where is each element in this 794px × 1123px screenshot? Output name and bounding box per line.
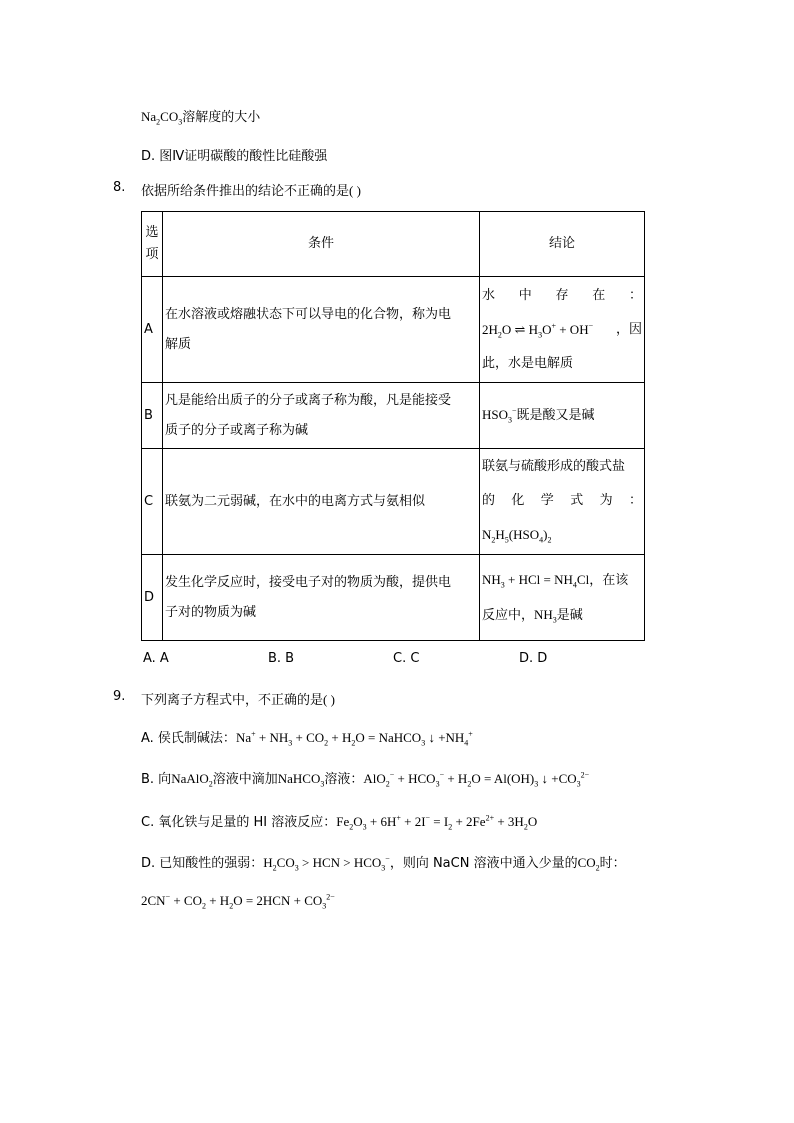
formula-nahco3: NaHCO$_3$ — [277, 771, 325, 789]
formula-b: $AlO_2^- + HCO_3^- + H_2O = Al(OH)_3$ ↓ $+CO_3^{2-}$ — [363, 770, 590, 789]
q9-b-label: B. 向 — [141, 772, 172, 787]
table-row — [142, 555, 645, 641]
row-a-cond-line2: 解质 — [165, 336, 192, 352]
q9-stem-text: 下列离子方程式中，不正确的是 — [141, 693, 324, 708]
q9-number: 9. — [113, 689, 126, 704]
row-c-conclusion — [480, 449, 645, 555]
q9-stem — [141, 689, 335, 708]
header-condition: 条件 — [163, 212, 480, 277]
row-a-option: A — [142, 277, 163, 383]
q9-c-label: C. 氧化铁与足量的 HI 溶液反应： — [141, 815, 337, 830]
row-d-option: D — [142, 555, 163, 641]
formula-na2co3: $Na_2CO_3$ — [141, 109, 183, 127]
row-b-option: B — [142, 383, 163, 449]
q9-option-d[interactable] — [141, 852, 626, 871]
row-b-conc-text: 既是酸又是碱 — [516, 408, 595, 423]
row-d-conc-pre: 反应中， — [482, 607, 535, 623]
q8-stem-text: 依据所给条件推出的结论不正确的是 — [141, 184, 350, 199]
q9-b-mid1: 溶液中滴加 — [212, 772, 278, 787]
formula-c: $Fe_2O_3 + 6H^+ + 2I^- = I_2 + 2Fe^{2+} + 3H_2O$ — [336, 813, 538, 832]
table-header-row — [142, 212, 645, 277]
q9-option-a[interactable] — [141, 727, 473, 746]
row-c-conc-line1: 联氨与硫酸形成的酸式盐 — [482, 459, 626, 474]
row-a-conc-line2 — [482, 313, 642, 347]
row-b-cond-line1: 凡是能给出质子的分子或离子称为酸，凡是能接受 — [165, 392, 452, 408]
row-d-conclusion — [480, 555, 645, 641]
header-option-top: 选 — [145, 225, 159, 240]
q7-c-text: 溶解度的大小 — [182, 110, 261, 125]
formula-n2h5-hso4-2: $N_2H_5(HSO_4)_2$ — [482, 527, 552, 545]
header-option — [142, 212, 163, 277]
row-c-condition: 联氨为二元弱碱，在水中的电离方式与氨相似 — [163, 449, 480, 555]
formula-nh3: $NH_3$ — [534, 606, 557, 625]
row-b-cond-line2: 质子的分子或离子称为碱 — [165, 422, 309, 438]
table-row — [142, 277, 645, 383]
q8-paren: ( ) — [349, 183, 361, 198]
row-a-conc-line3: 此，水是电解质 — [482, 355, 574, 371]
header-option-bottom: 项 — [145, 247, 159, 262]
q9-d-end: 时： — [599, 856, 626, 871]
row-a-conc-tail: ，因 — [615, 321, 642, 337]
row-c-option: C — [142, 449, 163, 555]
q8-choice-a[interactable]: A. A — [143, 651, 169, 666]
q9-d-mid: ，则向 NaCN 溶液中通入少量的 — [389, 856, 578, 871]
q9-b-mid2: 溶液： — [324, 772, 364, 787]
formula-d: $2CN^- + CO_2 + H_2O = 2HCN + CO_3^{2-}$ — [141, 892, 335, 911]
formula-hso3: $HSO_3^-$ — [482, 406, 517, 425]
formula-naalo2: NaAlO$_2$ — [171, 771, 213, 789]
formula-acid-strength: $H_2CO_3$ > HCN > $HCO_3^-$ — [263, 854, 390, 873]
q7-option-d: D. 图Ⅳ证明碳酸的酸性比硅酸强 — [141, 149, 328, 164]
q9-paren: ( ) — [323, 692, 335, 707]
row-a-conclusion — [480, 277, 645, 383]
q8-table — [141, 211, 645, 641]
formula-a: $Na^+ + NH_3 + CO_2 + H_2O$ = NaHCO$_3$ ↓ $+NH_4^+$ — [235, 729, 473, 748]
row-d-condition — [163, 555, 480, 641]
header-conclusion: 结论 — [480, 212, 645, 277]
formula-water-ionization: $2H_2O$ ⇌ $H_3O^+ + OH^-$ — [482, 321, 594, 340]
formula-co2: $CO_2$ — [577, 855, 600, 873]
row-a-conc-line1: 水 中 存 在 ： — [482, 287, 642, 303]
q8-choice-b[interactable]: B. B — [268, 651, 295, 666]
row-d-cond-line1: 发生化学反应时，接受电子对的物质为酸，提供电 — [165, 574, 452, 590]
formula-nh3-hcl: $NH_3$ + HCl = $NH_4Cl$ — [482, 571, 590, 590]
table-row — [142, 449, 645, 555]
q8-choice-d[interactable]: D. D — [519, 651, 548, 666]
q9-d-label: D. 已知酸性的强弱： — [141, 856, 264, 871]
q9-option-b[interactable] — [141, 768, 589, 787]
row-a-condition — [163, 277, 480, 383]
row-a-cond-line1: 在水溶液或熔融状态下可以导电的化合物，称为电 — [165, 306, 452, 322]
q9-a-label: A. 侯氏制碱法： — [141, 731, 236, 746]
q8-number: 8. — [113, 180, 126, 195]
row-b-condition — [163, 383, 480, 449]
q8-choice-c[interactable]: C. C — [393, 651, 420, 666]
row-c-conc-line2: 的 化 学 式 为 ： — [482, 493, 642, 508]
table-row — [142, 383, 645, 449]
q9-option-c[interactable] — [141, 811, 537, 830]
row-d-conc-tail2: 是碱 — [556, 607, 583, 623]
q8-stem — [141, 180, 361, 199]
q7-c-continuation — [141, 106, 260, 125]
row-d-conc-tail1: ，在该 — [589, 572, 629, 588]
row-b-conclusion — [480, 383, 645, 449]
row-d-cond-line2: 子对的物质为碱 — [165, 604, 257, 620]
